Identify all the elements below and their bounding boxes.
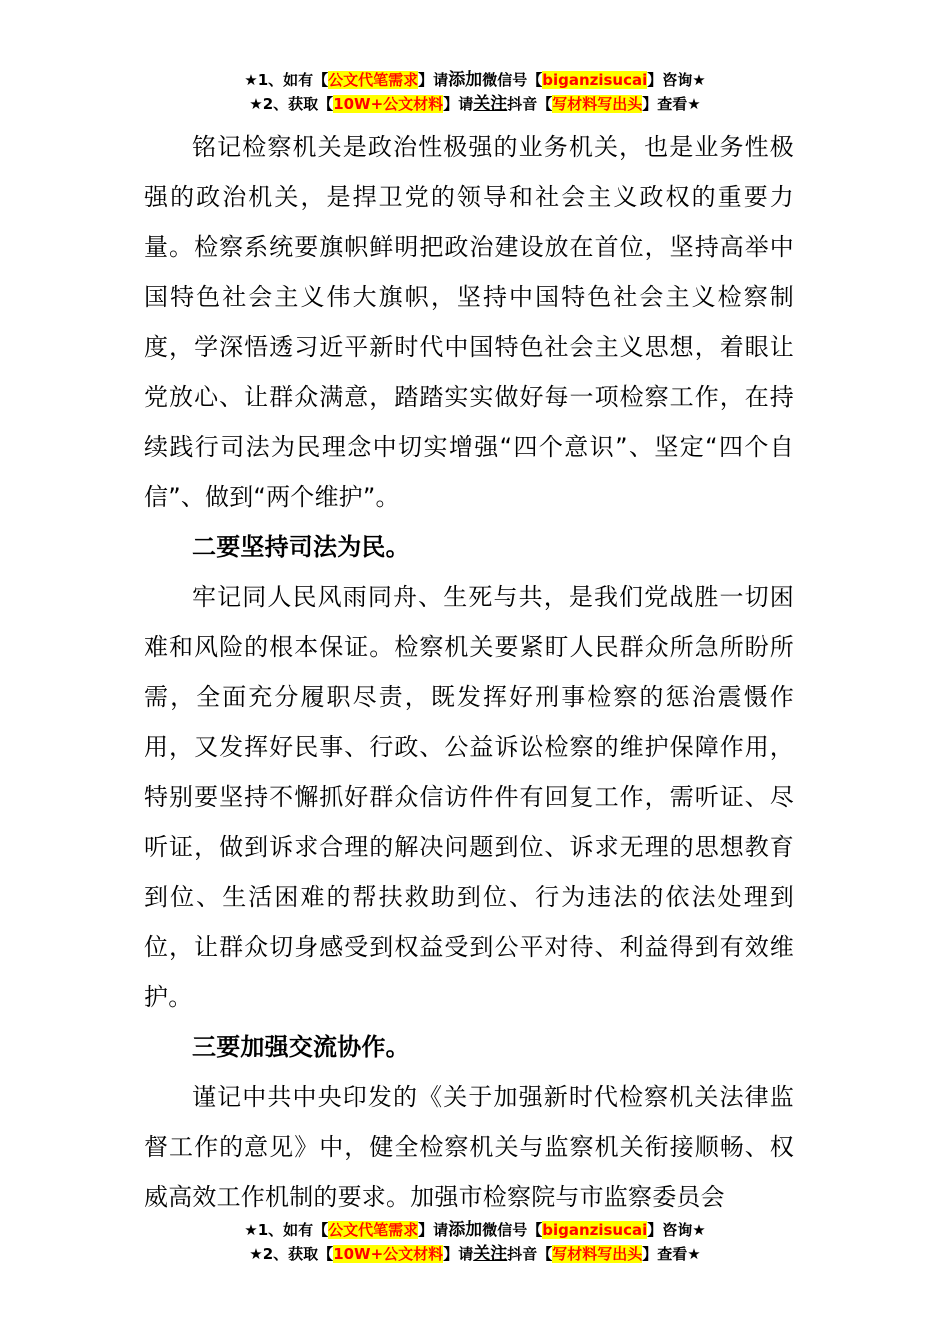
banner-text: ★2、获取【: [249, 1245, 334, 1263]
banner-text: ★1、如有【: [244, 1221, 329, 1239]
banner-highlight: 公文代笔需求: [328, 1221, 419, 1239]
banner-line-2: [0, 1242, 950, 1266]
banner-text: 微信号【: [482, 71, 543, 89]
banner-highlight: 写材料写出头: [552, 95, 643, 113]
footer-banner: [0, 1218, 950, 1266]
banner-text: 】咨询★: [647, 1221, 706, 1239]
banner-text: 】请: [418, 71, 449, 89]
banner-text: ★1、如有【: [244, 71, 329, 89]
banner-highlight: 10W+公文材料: [333, 1245, 444, 1263]
banner-text: 】查看★: [642, 95, 701, 113]
banner-highlight: 公文代笔需求: [328, 71, 419, 89]
banner-text: ★2、获取【: [249, 95, 334, 113]
banner-highlight: biganzisucai: [542, 71, 648, 89]
header-banner: [0, 68, 950, 116]
banner-highlight: 10W+公文材料: [333, 95, 444, 113]
paragraph: 牢记同人民风雨同舟、生死与共，是我们党战胜一切困难和风险的根本保证。检察机关要紧盯人民群众所急所盼所需，全面充分履职尽责，既发挥好刑事检察的惩治震慑作用，又发挥好民事、行政、公益诉讼检察的维护保障作用，特别要坚持不懈抓好群众信访件件有回复工作，需听证、尽听证，做到诉求合理的解决问题到位、诉求无理的思想教育到位、生活困难的帮扶救助到位、行为违法的依法处理到位，让群众切身感受到权益受到公平对待、利益得到有效维护。: [144, 583, 794, 1011]
banner-text: 】请: [443, 95, 474, 113]
banner-emphasis: 添加: [448, 70, 483, 90]
section-heading: 二要坚持司法为民。: [192, 533, 410, 561]
banner-text: 】查看★: [642, 1245, 701, 1263]
banner-line-1: [0, 1218, 950, 1242]
banner-line-2: [0, 92, 950, 116]
banner-emphasis: 添加: [448, 1220, 483, 1240]
document-body: [144, 122, 794, 1222]
banner-text: 抖音【: [507, 95, 553, 113]
banner-text: 】咨询★: [647, 71, 706, 89]
banner-highlight: 写材料写出头: [552, 1245, 643, 1263]
banner-emphasis: 关注: [473, 94, 508, 114]
banner-text: 微信号【: [482, 1221, 543, 1239]
paragraph: 铭记检察机关是政治性极强的业务机关，也是业务性极强的政治机关，是捍卫党的领导和社会主义政权的重要力量。检察系统要旗帜鲜明把政治建设放在首位，坚持高举中国特色社会主义伟大旗帜，坚持中国特色社会主义检察制度，学深悟透习近平新时代中国特色社会主义思想，着眼让党放心、让群众满意，踏踏实实做好每一项检察工作，在持续践行司法为民理念中切实增强“四个意识”、坚定“四个自信”、做到“两个维护”。: [144, 133, 794, 511]
banner-line-1: [0, 68, 950, 92]
banner-text: 】请: [443, 1245, 474, 1263]
banner-text: 抖音【: [507, 1245, 553, 1263]
paragraph: 谨记中共中央印发的《关于加强新时代检察机关法律监督工作的意见》中，健全检察机关与监察机关衔接顺畅、权威高效工作机制的要求。加强市检察院与市监察委员会: [144, 1083, 794, 1211]
banner-highlight: biganzisucai: [542, 1221, 648, 1239]
section-heading: 三要加强交流协作。: [192, 1033, 410, 1061]
banner-text: 】请: [418, 1221, 449, 1239]
banner-emphasis: 关注: [473, 1244, 508, 1264]
